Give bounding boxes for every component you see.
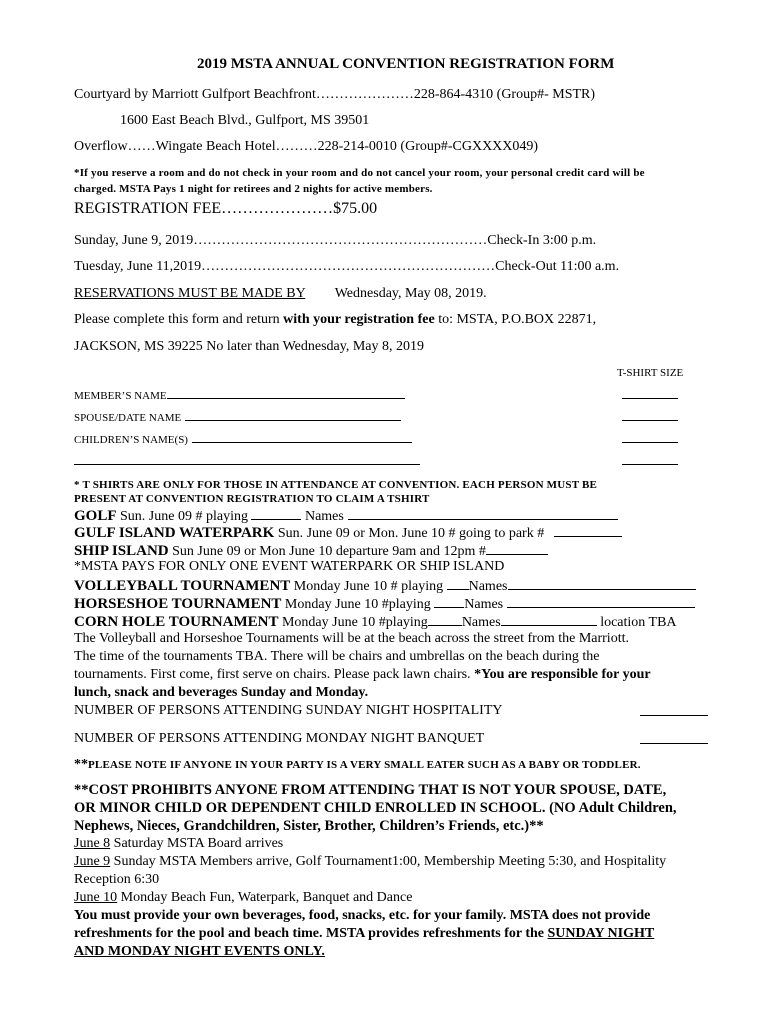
waterpark-text: Sun. June 09 or Mon. June 10 # going to park # bbox=[274, 526, 545, 541]
horseshoe-names-field[interactable] bbox=[507, 594, 695, 608]
schedule-text-june-9: Sunday MSTA Members arrive, Golf Tournament1:00, Membership Meeting 5:30, and Hospitality bbox=[110, 854, 667, 869]
return-text-c: to: MSTA, P.O.BOX 22871, bbox=[434, 312, 597, 327]
beach-info-4: lunch, snack and beverages Sunday and Monday. bbox=[74, 685, 369, 700]
cornhole-location: location TBA bbox=[596, 615, 677, 630]
reservations-label: RESERVATIONS MUST BE MADE BY bbox=[74, 286, 306, 301]
tshirt-note-1: * T SHIRTS ARE ONLY FOR THOSE IN ATTENDANCE AT CONVENTION. EACH PERSON MUST BE bbox=[74, 479, 598, 491]
children-name-label: CHILDREN’S NAME(S) bbox=[74, 434, 188, 446]
volleyball-text: Monday June 10 # playing bbox=[290, 579, 447, 594]
check-in: Sunday, June 9, 2019………………………………………………………Check-In 3:00 p.m. bbox=[74, 233, 597, 248]
cornhole-row bbox=[74, 612, 677, 632]
waterpark-label: GULF ISLAND WATERPARK bbox=[74, 525, 275, 541]
volleyball-names-field[interactable] bbox=[508, 576, 696, 590]
ship-island-label: SHIP ISLAND bbox=[74, 543, 169, 559]
reservation-note-1: *If you reserve a room and do not check in your room and do not cancel your room, your personal credit card will be bbox=[74, 167, 645, 179]
spouse-name-row bbox=[74, 408, 401, 427]
horseshoe-names-label: Names bbox=[464, 597, 507, 612]
member-tshirt-field[interactable] bbox=[622, 386, 678, 399]
horseshoe-playing-field[interactable] bbox=[434, 594, 464, 608]
volleyball-playing-field[interactable] bbox=[447, 576, 469, 590]
golf-names-field[interactable] bbox=[348, 506, 618, 520]
schedule-date-june-8: June 8 bbox=[74, 836, 111, 851]
spouse-tshirt-field[interactable] bbox=[622, 408, 678, 421]
reservations-deadline bbox=[74, 285, 487, 303]
beach-info-3-text: tournaments. First come, first serve on chairs. Please pack lawn chairs. bbox=[74, 667, 475, 682]
page-title: 2019 MSTA ANNUAL CONVENTION REGISTRATION FORM bbox=[197, 56, 615, 72]
registration-fee: REGISTRATION FEE…………………$75.00 bbox=[74, 200, 378, 217]
golf-names-label: Names bbox=[301, 509, 344, 524]
final-note-2 bbox=[74, 925, 654, 943]
children-name-field-2[interactable] bbox=[74, 452, 420, 465]
cornhole-names-field[interactable] bbox=[501, 612, 597, 626]
children-name-field[interactable] bbox=[192, 430, 412, 443]
final-note-2-underlined: SUNDAY NIGHT bbox=[547, 926, 655, 941]
volleyball-label: VOLLEYBALL TOURNAMENT bbox=[74, 578, 291, 594]
beach-info-3-bold: *You are responsible for your bbox=[474, 667, 651, 682]
tshirt-size-header: T-SHIRT SIZE bbox=[617, 367, 684, 379]
hospitality-row bbox=[74, 702, 503, 720]
schedule-june-10 bbox=[74, 889, 412, 907]
spouse-name-field[interactable] bbox=[185, 408, 401, 421]
horseshoe-label: HORSESHOE TOURNAMENT bbox=[74, 596, 282, 612]
return-text-a: Please complete this form and return bbox=[74, 312, 284, 327]
tshirt-note-2: PRESENT AT CONVENTION REGISTRATION TO CLAIM A TSHIRT bbox=[74, 493, 430, 505]
return-instructions bbox=[74, 311, 596, 329]
banquet-label: NUMBER OF PERSONS ATTENDING MONDAY NIGHT BANQUET bbox=[74, 731, 485, 746]
baby-note-text: PLEASE NOTE IF ANYONE IN YOUR PARTY IS A VERY SMALL EATER SUCH AS A BABY OR TODDLER. bbox=[88, 759, 641, 771]
spouse-name-label: SPOUSE/DATE NAME bbox=[74, 412, 182, 424]
beach-info-1: The Volleyball and Horseshoe Tournaments will be at the beach across the street from the Marriott. bbox=[74, 631, 629, 646]
hospitality-count-field[interactable] bbox=[640, 702, 708, 716]
waterpark-row bbox=[74, 523, 622, 543]
cost-note-1: **COST PROHIBITS ANYONE FROM ATTENDING THAT IS NOT YOUR SPOUSE, DATE, bbox=[74, 782, 667, 798]
golf-playing-field[interactable] bbox=[251, 506, 301, 520]
final-note-2-text: refreshments for the pool and beach time. MSTA provides refreshments for the bbox=[74, 926, 548, 941]
cornhole-playing-field[interactable] bbox=[428, 612, 462, 626]
banquet-count-field[interactable] bbox=[640, 730, 708, 744]
cost-note-2: OR MINOR CHILD OR DEPENDENT CHILD ENROLLED IN SCHOOL. (NO Adult Children, bbox=[74, 800, 677, 816]
cornhole-label: CORN HOLE TOURNAMENT bbox=[74, 614, 279, 630]
volleyball-names-label: Names bbox=[468, 579, 508, 594]
beach-info-3 bbox=[74, 666, 651, 684]
member-name-row bbox=[74, 386, 405, 405]
golf-text: Sun. June 09 # playing bbox=[116, 509, 252, 524]
cornhole-text: Monday June 10 #playing bbox=[278, 615, 428, 630]
cornhole-names-label: Names bbox=[461, 615, 501, 630]
banquet-row bbox=[74, 730, 484, 748]
msta-pays-note: *MSTA PAYS FOR ONLY ONE EVENT WATERPARK OR SHIP ISLAND bbox=[74, 559, 505, 574]
reservation-note-2: charged. MSTA Pays 1 night for retirees and 2 nights for active members. bbox=[74, 183, 433, 195]
final-note-1: You must provide your own beverages, food, snacks, etc. for your family. MSTA does not provide bbox=[74, 908, 651, 923]
member-name-label: MEMBER’S NAME bbox=[74, 390, 167, 402]
reservations-date: Wednesday, May 08, 2019. bbox=[334, 286, 487, 301]
overflow-hotel: Overflow……Wingate Beach Hotel………228-214-0010 (Group#-CGXXXX049) bbox=[74, 139, 539, 154]
hotel-address: 1600 East Beach Blvd., Gulfport, MS 39501 bbox=[120, 113, 370, 128]
waterpark-count-field[interactable] bbox=[554, 523, 622, 537]
cost-note-3: Nephews, Nieces, Grandchildren, Sister, Brother, Children’s Friends, etc.)** bbox=[74, 818, 544, 834]
children-tshirt-field[interactable] bbox=[622, 430, 678, 443]
schedule-june-9 bbox=[74, 853, 666, 871]
return-text-bold: with your registration fee bbox=[283, 312, 435, 327]
baby-note bbox=[74, 756, 641, 774]
schedule-text-june-10: Monday Beach Fun, Waterpark, Banquet and Dance bbox=[117, 890, 413, 905]
children-tshirt-field-2[interactable] bbox=[622, 452, 678, 465]
member-name-field[interactable] bbox=[167, 386, 405, 399]
ship-island-count-field[interactable] bbox=[486, 541, 548, 555]
return-instructions-2: JACKSON, MS 39225 No later than Wednesday, May 8, 2019 bbox=[74, 339, 425, 354]
schedule-date-june-10: June 10 bbox=[74, 890, 118, 905]
schedule-date-june-9: June 9 bbox=[74, 854, 111, 869]
hotel-main: Courtyard by Marriott Gulfport Beachfront…………………228-864-4310 (Group#- MSTR) bbox=[74, 87, 596, 102]
schedule-june-8 bbox=[74, 835, 283, 853]
beach-info-2: The time of the tournaments TBA. There will be chairs and umbrellas on the beach during the bbox=[74, 649, 600, 664]
children-name-row bbox=[74, 430, 412, 449]
baby-note-stars: ** bbox=[74, 757, 88, 772]
check-out: Tuesday, June 11,2019………………………………………………………Check-Out 11:00 a.m. bbox=[74, 259, 620, 274]
final-note-3: AND MONDAY NIGHT EVENTS ONLY. bbox=[74, 944, 325, 959]
schedule-june-9-cont: Reception 6:30 bbox=[74, 872, 160, 887]
horseshoe-text: Monday June 10 #playing bbox=[281, 597, 435, 612]
golf-label: GOLF bbox=[74, 508, 117, 524]
horseshoe-row bbox=[74, 594, 695, 614]
hospitality-label: NUMBER OF PERSONS ATTENDING SUNDAY NIGHT HOSPITALITY bbox=[74, 703, 503, 718]
schedule-text-june-8: Saturday MSTA Board arrives bbox=[110, 836, 284, 851]
ship-island-text: Sun June 09 or Mon June 10 departure 9am and 12pm # bbox=[168, 544, 486, 559]
volleyball-row bbox=[74, 576, 696, 596]
